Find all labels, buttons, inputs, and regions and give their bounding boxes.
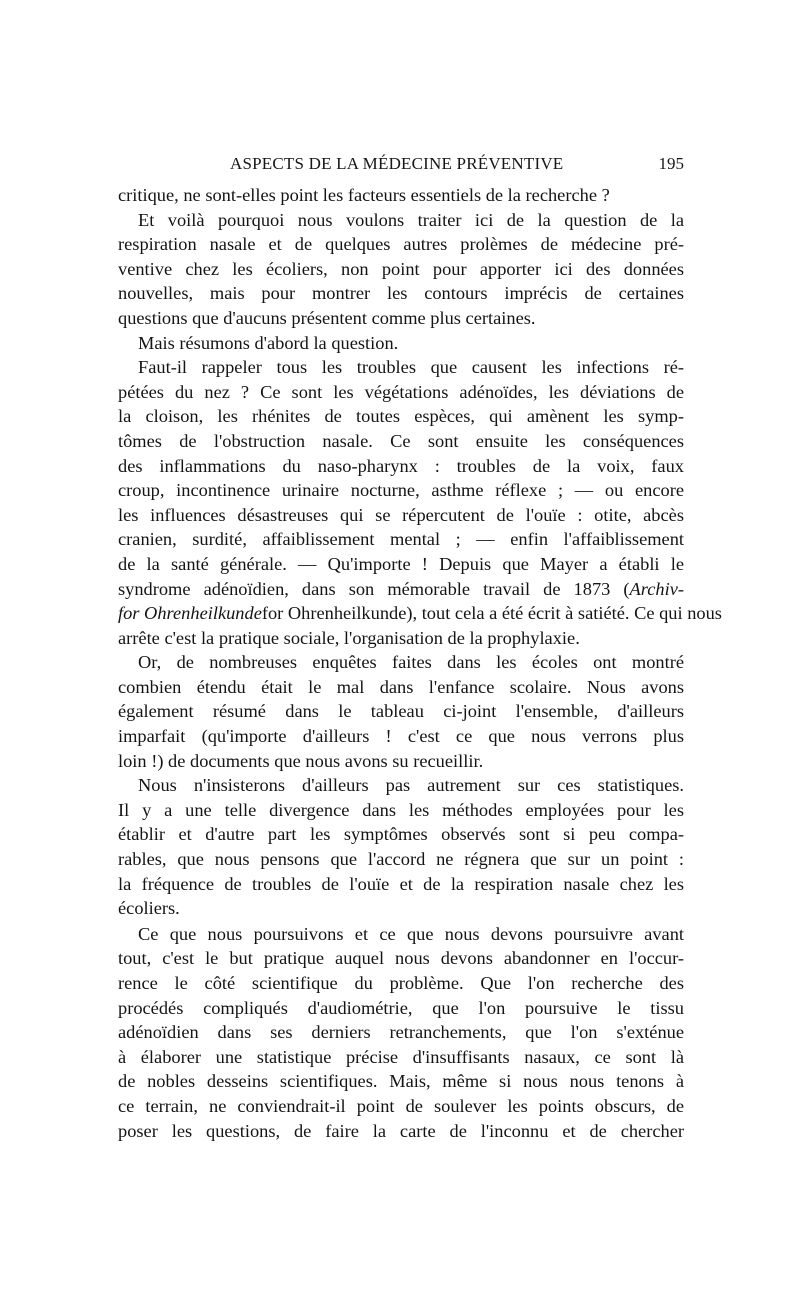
paragraph-7 [118,922,684,1143]
text-line: nouvelles, mais pour montrer les contours imprécis de certaines [118,283,684,304]
text-line: Or, de nombreuses enquêtes faites dans les écoles ont montré [138,652,684,673]
text-line: Nous n'insisterons d'ailleurs pas autrement sur ces statistiques. [138,775,684,796]
text-fragment: for Ohrenheilkunde), tout cela a été écrit à satiété. Ce qui nous [261,603,722,624]
running-title: ASPECTS DE LA MÉDECINE PRÉVENTIVE [230,154,564,173]
text-line: ce terrain, ne conviendrait-il point de soulever les points obscurs, de [118,1095,684,1116]
italic-fragment: for Ohrenheilkunde [118,603,262,624]
text-line-mixed [118,577,684,602]
text-line: Il y a une telle divergence dans les méthodes employées pour les [118,799,684,820]
text-line: imparfait (qu'importe d'ailleurs ! c'est ce que nous verrons plus [118,726,684,747]
text-line: questions que d'aucuns présentent comme plus certaines. [118,307,536,328]
text-line: à élaborer une statistique précise d'insuffisants nasaux, ce sont là [118,1046,684,1067]
paragraph-2 [118,208,684,331]
text-line: critique, ne sont-elles point les facteurs essentiels de la recherche ? [118,185,610,205]
paragraph-1 [118,183,684,208]
text-line: poser les questions, de faire la carte de l'inconnu et de chercher [118,1120,684,1141]
text-line: la cloison, les rhénites de toutes espèces, qui amènent les symp- [118,406,684,427]
paragraph-4 [118,355,722,650]
text-line: également résumé dans le tableau ci-joint l'ensemble, d'ailleurs [118,701,684,722]
text-line-mixed [118,601,722,626]
paragraph-3 [118,331,684,356]
text-line: cranien, surdité, affaiblissement mental ; — enfin l'affaiblissement [118,529,684,550]
italic-fragment: Archiv- [629,578,684,599]
text-line: respiration nasale et de quelques autres prolèmes de médecine pré- [118,234,684,255]
text-line: rables, que nous pensons que l'accord ne régnera que sur un point : [118,849,684,870]
text-line: Mais résumons d'abord la question. [138,332,399,353]
text-line: procédés compliqués d'audiométrie, que l'on poursuive le tissu [118,997,684,1018]
text-line: des inflammations du naso-pharynx : troubles de la voix, faux [118,455,684,476]
paragraph-6 [118,773,684,921]
text-line: loin !) de documents que nous avons su recueillir. [118,750,484,771]
text-line: rence le côté scientifique du problème. Que l'on recherche des [118,973,684,993]
text-line: adénoïdien dans ses derniers retranchements, que l'on s'exténue [118,1022,684,1043]
text-line: de nobles desseins scientifiques. Mais, même si nous nous tenons à [118,1071,684,1092]
text-line: tout, c'est le but pratique auquel nous devons abandonner en l'occur- [118,948,684,969]
text-line: établir et d'autre part les symptômes observés sont si peu compa- [118,824,684,845]
text-fragment: syndrome adénoïdien, dans son mémorable travail de 1873 ( [118,578,630,599]
text-line: Et voilà pourquoi nous voulons traiter ici de la question de la [138,209,684,230]
page-header [118,154,684,180]
paragraph-5 [118,650,684,773]
text-line: croup, incontinence urinaire nocturne, asthme réflexe ; — ou encore [118,480,684,501]
text-line: Faut-il rappeler tous les troubles que causent les infections ré- [138,357,684,378]
text-line: pétées du nez ? Ce sont les végétations adénoïdes, les déviations de [118,381,684,402]
text-line: combien étendu était le mal dans l'enfance scolaire. Nous avons [118,676,684,697]
text-line: arrête c'est la pratique sociale, l'organisation de la prophylaxie. [118,627,580,648]
body-text [118,183,722,1143]
text-line: de la santé générale. — Qu'importe ! Depuis que Mayer a établi le [118,553,684,574]
text-line: tômes de l'obstruction nasale. Ce sont ensuite les conséquences [118,430,684,451]
text-line: Ce que nous poursuivons et ce que nous devons poursuivre avant [138,923,684,944]
text-line: écoliers. [118,898,180,919]
page-number: 195 [658,154,684,173]
text-line: les influences désastreuses qui se répercutent de l'ouïe : otite, abcès [118,504,684,525]
text-line: ventive chez les écoliers, non point pour apporter ici des données [118,258,684,279]
text-line: la fréquence de troubles de l'ouïe et de la respiration nasale chez les [118,873,684,894]
